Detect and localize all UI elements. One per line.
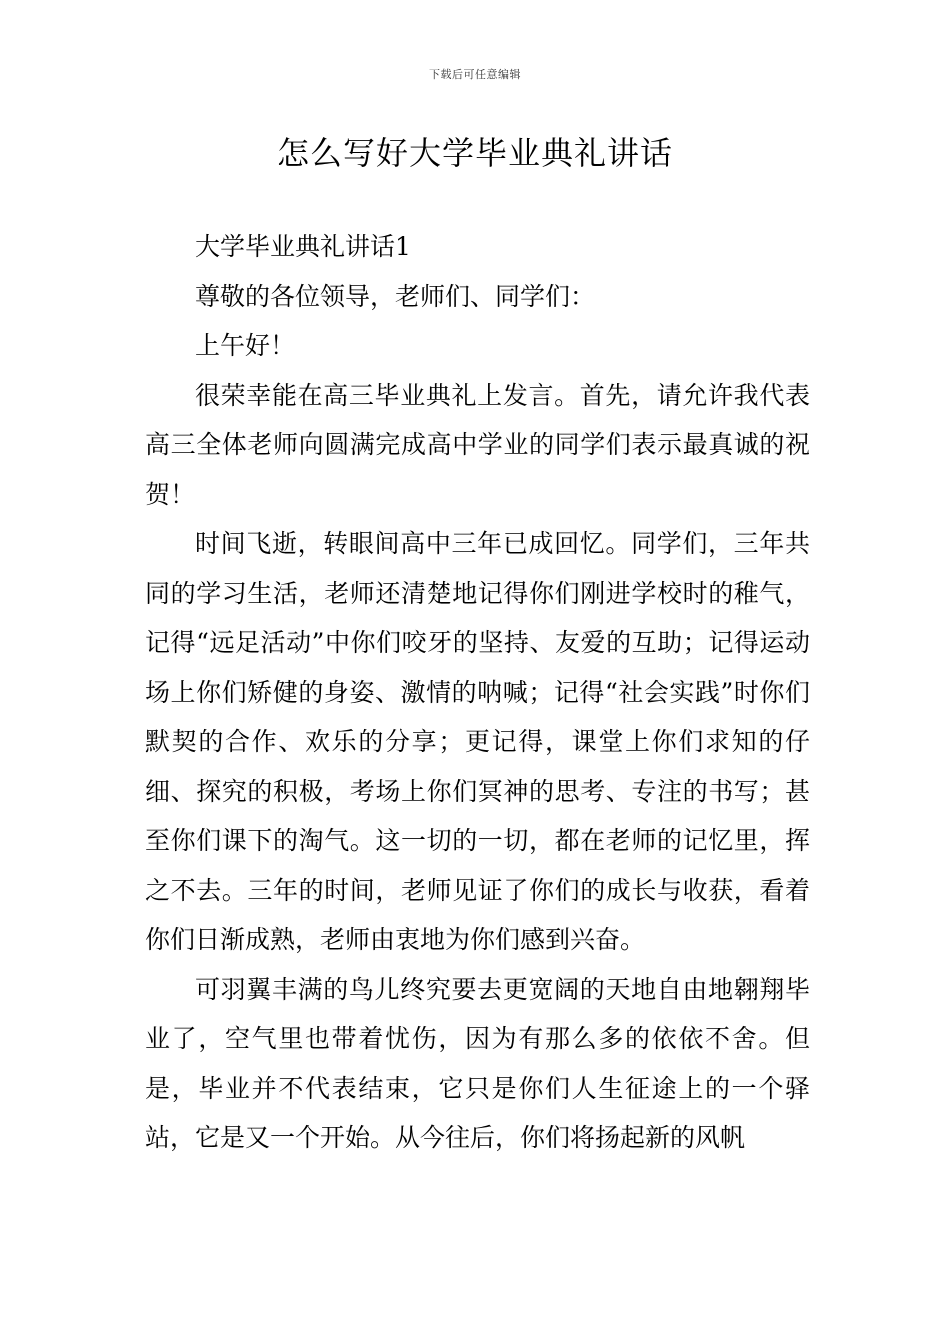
paragraph-salutation: 尊敬的各位领导，老师们、同学们：: [195, 281, 596, 311]
paragraph: 可羽翼丰满的鸟儿终究要去更宽阔的天地自由地翱翔毕业了，空气里也带着忧伤，因为有那么多的依依不舍。但是，毕业并不代表结束，它只是你们人生征途上的一个驿站，它是又一个开始。从今往后，你们将扬起新的风帆: [145, 974, 810, 1152]
document-body: [145, 222, 810, 1163]
document-title: 怎么写好大学毕业典礼讲话: [276, 134, 673, 172]
paragraph-greeting: 上午好！: [195, 331, 296, 360]
paragraph-heading: 大学毕业典礼讲话1: [195, 232, 411, 261]
paragraph: 很荣幸能在高三毕业典礼上发言。首先，请允许我代表高三全体老师向圆满完成高中学业的同学们表示最真诚的祝贺！: [145, 380, 810, 509]
header-note: 下载后可任意编辑: [429, 68, 521, 81]
paragraph: 时间飞逝，转眼间高中三年已成回忆。同学们，三年共同的学习生活，老师还清楚地记得你们刚进学校时的稚气，记得“远足活动”中你们咬牙的坚持、友爱的互助；记得运动场上你们矫健的身姿、激情的呐喊；记得“社会实践”时你们默契的合作、欢乐的分享；更记得，课堂上你们求知的仔细、探究的积极，考场上你们冥神的思考、专注的书写；甚至你们课下的淘气。这一切的一切，都在老师的记忆里，挥之不去。三年的时间，老师见证了你们的成长与收获，看着你们日渐成熟，老师由衷地为你们感到兴奋。: [145, 529, 810, 954]
